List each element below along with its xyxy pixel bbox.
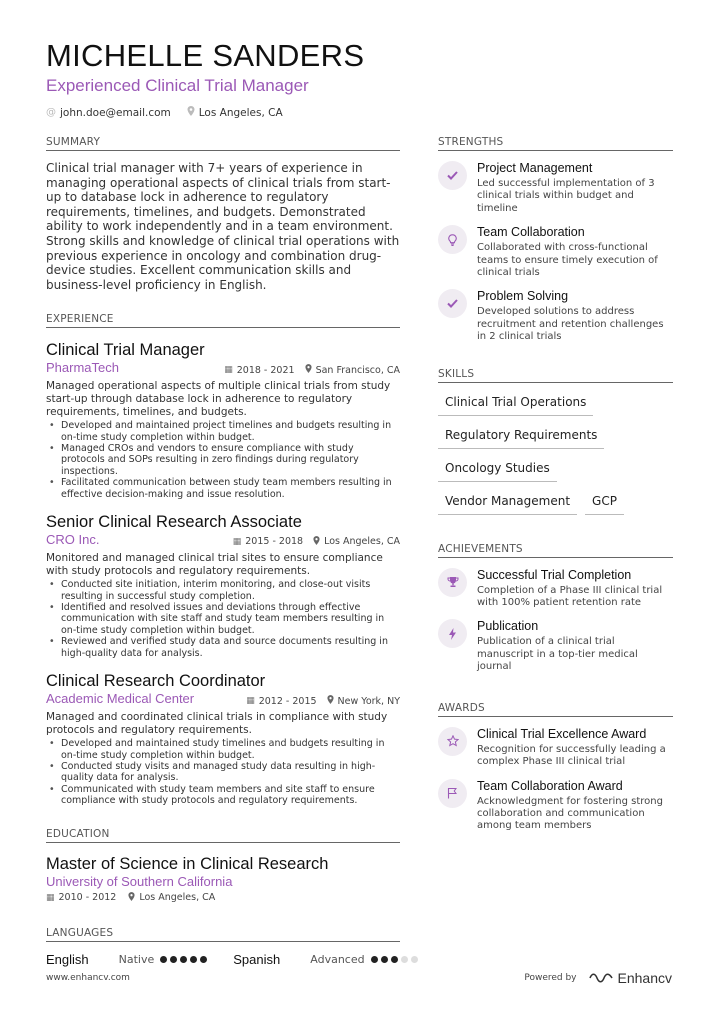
calendar-icon: ▦ bbox=[46, 892, 55, 903]
at-icon: @ bbox=[46, 107, 56, 118]
job-meta bbox=[46, 691, 400, 707]
brand-logo[interactable] bbox=[589, 970, 672, 986]
job-meta bbox=[46, 360, 400, 376]
award-title: Clinical Trial Excellence Award bbox=[477, 726, 647, 741]
bullet-item: • Developed and maintained project timelines and budgets resulting in on-time study completion within budget. bbox=[46, 420, 400, 443]
experience-entry bbox=[46, 340, 400, 500]
achievement-title: Successful Trial Completion bbox=[477, 567, 632, 582]
job-title: Clinical Research Coordinator bbox=[46, 672, 266, 690]
job-location: New York, NY bbox=[337, 695, 400, 707]
strength-item bbox=[438, 225, 673, 279]
rating-dot-filled bbox=[200, 956, 207, 963]
job-description: Managed and coordinated clinical trials in compliance with study protocols and regulatory requirements. bbox=[46, 711, 388, 736]
language-rating bbox=[371, 956, 418, 963]
language-name: English bbox=[46, 951, 89, 967]
rating-dot-filled bbox=[391, 956, 398, 963]
education-heading: EDUCATION bbox=[46, 828, 400, 843]
bullet-item: • Conducted study visits and managed study data resulting in high-quality data for analysis. bbox=[46, 761, 400, 784]
brand-name: Enhancv bbox=[617, 970, 672, 986]
job-bullets bbox=[46, 420, 400, 500]
footer-site-link[interactable]: www.enhancv.com bbox=[46, 973, 130, 983]
strength-title: Project Management bbox=[477, 161, 593, 175]
skill-tag: Clinical Trial Operations bbox=[438, 391, 593, 416]
email-text: john.doe@email.com bbox=[60, 106, 171, 119]
strength-title: Team Collaboration bbox=[477, 225, 585, 240]
bullet-item: • Conducted site initiation, interim monitoring, and close-out visits resulting in successful study completion. bbox=[46, 579, 400, 602]
resume-header bbox=[46, 38, 676, 119]
calendar-icon: ▦ bbox=[224, 365, 233, 376]
left-column bbox=[46, 136, 400, 967]
skill-tag: Oncology Studies bbox=[438, 457, 557, 482]
powered-by bbox=[524, 970, 672, 986]
summary-text: Clinical trial manager with 7+ years of experience in managing operational aspects of clinical trials from start-up to database lock in adherence to regulatory requirements, timelines, and budgets. Demonstrated ability to work independently and in a team environment. Strong skills and knowledge of clinical trial operations with previous experience in oncology and combination drug-device studies. Excellent communication skills and business-level proficiency in English. bbox=[46, 161, 400, 292]
rating-dot-filled bbox=[371, 956, 378, 963]
bullet-item: • Communicated with study team members and site staff to ensure compliance with study protocols and regulatory requirements. bbox=[46, 784, 400, 807]
check-icon bbox=[438, 289, 467, 318]
award-item bbox=[438, 727, 673, 769]
education-dates: 2010 - 2012 bbox=[58, 892, 117, 904]
job-location: Los Angeles, CA bbox=[324, 536, 400, 548]
trophy-icon bbox=[438, 568, 467, 597]
company-name: Academic Medical Center bbox=[46, 691, 195, 706]
education-meta bbox=[46, 892, 400, 904]
job-dates: 2018 - 2021 bbox=[236, 364, 295, 376]
summary-heading: SUMMARY bbox=[46, 136, 400, 151]
experience-entry bbox=[46, 512, 400, 659]
language-level: Advanced bbox=[310, 952, 365, 966]
bullet-item: • Reviewed and verified study data and source documents resulting in high-quality data for analysis. bbox=[46, 636, 400, 659]
location-text: Los Angeles, CA bbox=[198, 106, 283, 119]
job-description: Managed operational aspects of multiple clinical trials from study start-up through database lock in adherence to regulatory requirements, timelines, and budgets. bbox=[46, 380, 391, 418]
skills-list bbox=[438, 391, 673, 515]
candidate-name: MICHELLE SANDERS bbox=[46, 38, 365, 73]
rating-dot-filled bbox=[160, 956, 167, 963]
job-title: Senior Clinical Research Associate bbox=[46, 512, 302, 531]
skill-tag: Vendor Management bbox=[438, 490, 577, 515]
bullet-item: • Facilitated communication between study team members resulting in effective decision-making and issue resolution. bbox=[46, 477, 400, 500]
job-title: Clinical Trial Manager bbox=[46, 341, 205, 360]
location-pin-icon bbox=[327, 695, 334, 707]
contact-email[interactable] bbox=[46, 106, 171, 119]
flag-icon bbox=[438, 779, 467, 808]
skills-heading: SKILLS bbox=[438, 368, 673, 383]
star-icon bbox=[438, 727, 467, 756]
calendar-icon: ▦ bbox=[232, 536, 242, 547]
footer bbox=[46, 970, 672, 986]
candidate-role: Experienced Clinical Trial Manager bbox=[46, 76, 309, 95]
skill-tag: GCP bbox=[585, 490, 624, 515]
award-item bbox=[438, 779, 673, 833]
bullet-item: • Identified and resolved issues and deviations through effective communication with site staff and study team members resulting in on-time study completion within budget. bbox=[46, 602, 400, 636]
job-dates: 2015 - 2018 bbox=[245, 536, 304, 548]
contact-row bbox=[46, 106, 676, 119]
achievement-desc: Completion of a Phase III clinical trial with 100% patient retention rate bbox=[477, 584, 663, 609]
bullet-item: • Developed and maintained study timelines and budgets resulting in on-time study completion within budget. bbox=[46, 738, 400, 761]
achievement-item bbox=[438, 568, 673, 610]
enhancv-logo-icon bbox=[589, 972, 613, 984]
job-dates: 2012 - 2015 bbox=[258, 695, 317, 707]
strength-title: Problem Solving bbox=[477, 289, 569, 304]
experience-heading: EXPERIENCE bbox=[46, 313, 400, 328]
language-name: Spanish bbox=[233, 951, 281, 967]
powered-by-text: Powered by bbox=[524, 973, 577, 983]
contact-location bbox=[187, 106, 283, 119]
education-school: University of Southern California bbox=[46, 873, 233, 889]
job-bullets bbox=[46, 579, 400, 659]
languages-heading: LANGUAGES bbox=[46, 927, 400, 942]
award-desc: Recognition for successfully leading a complex Phase III clinical trial bbox=[477, 743, 666, 768]
strength-desc: Led successful implementation of 3 clinical trials within budget and timeline bbox=[477, 178, 655, 214]
achievements-heading: ACHIEVEMENTS bbox=[438, 543, 673, 558]
education-location: Los Angeles, CA bbox=[139, 892, 216, 904]
location-pin-icon bbox=[313, 536, 320, 548]
lightbulb-icon bbox=[438, 225, 467, 254]
location-pin-icon bbox=[305, 364, 312, 376]
location-pin-icon bbox=[187, 106, 195, 119]
achievement-desc: Publication of a clinical trial manuscript in a top-tier medical journal bbox=[477, 636, 638, 673]
rating-dot-empty bbox=[411, 956, 418, 963]
skill-tag: Regulatory Requirements bbox=[438, 424, 604, 449]
achievement-title: Publication bbox=[477, 619, 539, 634]
rating-dot-filled bbox=[180, 956, 187, 963]
languages-row bbox=[46, 952, 400, 967]
language-rating bbox=[160, 956, 207, 963]
rating-dot-filled bbox=[170, 956, 177, 963]
rating-dot-empty bbox=[401, 956, 408, 963]
rating-dot-filled bbox=[381, 956, 388, 963]
calendar-icon: ▦ bbox=[246, 696, 255, 706]
job-meta bbox=[46, 532, 400, 548]
job-description: Monitored and managed clinical trial sites to ensure compliance with study protocols and regulatory requirements. bbox=[46, 551, 383, 577]
language-level: Native bbox=[118, 952, 155, 966]
strengths-heading: STRENGTHS bbox=[438, 136, 673, 151]
strength-item bbox=[438, 289, 673, 343]
job-bullets bbox=[46, 738, 400, 806]
job-location: San Francisco, CA bbox=[315, 364, 400, 376]
awards-heading: AWARDS bbox=[438, 702, 673, 717]
location-pin-icon bbox=[128, 892, 135, 904]
education-degree: Master of Science in Clinical Research bbox=[46, 854, 329, 873]
rating-dot-filled bbox=[190, 956, 197, 963]
award-title: Team Collaboration Award bbox=[477, 778, 623, 793]
check-icon bbox=[438, 161, 467, 190]
company-name: PharmaTech bbox=[46, 360, 119, 376]
right-column bbox=[438, 136, 673, 833]
lightning-icon bbox=[438, 619, 467, 648]
strength-item bbox=[438, 161, 673, 215]
bullet-item: • Managed CROs and vendors to ensure compliance with study protocols and SOPs resulting in zero findings during regulatory inspections. bbox=[46, 443, 400, 477]
strength-desc: Collaborated with cross-functional teams to ensure timely execution of clinical trials bbox=[477, 242, 658, 279]
experience-entry bbox=[46, 671, 400, 807]
award-desc: Acknowledgment for fostering strong collaboration and communication among team members bbox=[477, 795, 663, 832]
company-name: CRO Inc. bbox=[46, 531, 100, 547]
achievement-item bbox=[438, 619, 673, 673]
strength-desc: Developed solutions to address recruitment and retention challenges in 2 clinical trials bbox=[477, 306, 664, 343]
